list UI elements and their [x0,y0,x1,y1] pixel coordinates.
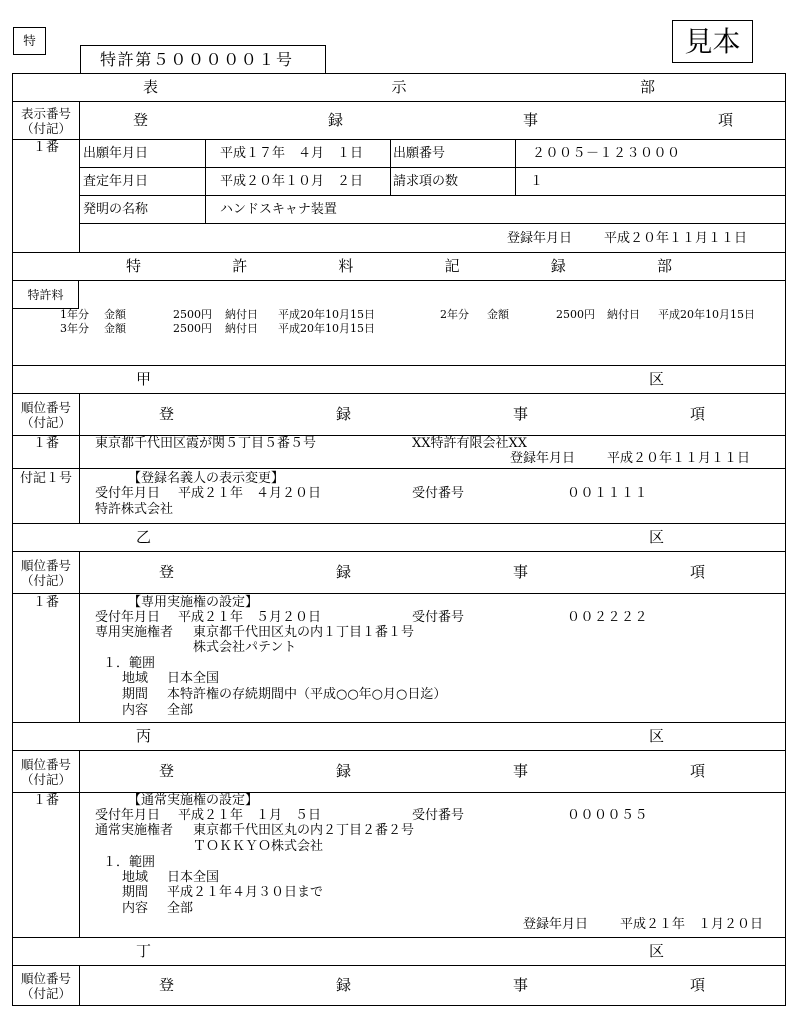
column-header-line: （付記） [20,985,71,1001]
column-header-line: （付記） [20,414,71,430]
registered-matters-column-header [79,551,786,594]
licensee-name: ＴＯＫＫＹＯ株式会社 [193,839,324,854]
decision-date: 平成２０年１０月 ２日 [220,174,364,189]
fee-amount-label: 金額 [104,308,126,321]
filing-date: 平成１７年 ４月 １日 [220,146,364,161]
invention-title: ハンドスキャナ装置 [220,202,337,217]
title-char: 項 [690,405,706,423]
holder-name: 特許株式会社 [95,502,174,517]
kou-entry-2-body [79,468,786,524]
title-char: 事 [513,405,529,423]
title-char: 項 [690,563,706,581]
title-char: 事 [513,762,529,780]
display-section-header [12,73,786,102]
kou-section-header [12,365,786,394]
title-char: 登 [159,762,175,780]
otsu-section-title [136,524,664,551]
entry-number: １番 [32,140,59,155]
column-header-line: （付記） [20,771,71,787]
title-char: 録 [336,563,352,581]
title-char: 録 [336,405,352,423]
filing-date-label: 出願年月日 [83,146,149,161]
document-type-box [13,27,46,55]
receipt-number-label: 受付番号 [412,808,465,823]
title-char: 記 [444,257,460,275]
entry-heading: 【専用実施権の設定】 [128,595,259,610]
receipt-number: ００００５５ [567,808,649,823]
title-char: 項 [718,111,734,129]
title-char: 示 [391,78,407,96]
sample-stamp [672,20,753,63]
licensee-label: 専用実施権者 [95,625,174,640]
registration-date-label: 登録年月日 [510,451,576,466]
hei-entry-1-number-cell [12,792,80,938]
region-label: 地域 [122,671,149,686]
kou-entry-1-number-cell [12,435,80,469]
scope-label: １．範囲 [103,855,156,870]
fee-amount: 2500円 [173,322,212,335]
title-char: 丙 [136,727,152,745]
title-char: 事 [513,976,529,994]
column-header-line: 表示番号 [20,105,71,121]
title-char: 登 [133,111,149,129]
registered-matters-title [159,394,705,435]
title-char: 特 [126,257,142,275]
content-label: 内容 [122,901,149,916]
column-header-line: 順位番号 [20,399,71,415]
title-char: 録 [328,111,344,129]
title-char: 登 [159,405,175,423]
decision-date-label: 査定年月日 [83,174,149,189]
otsu-entry-1-number-cell [12,593,80,723]
entry-number: １番 [32,436,59,451]
receipt-date-label: 受付年月日 [95,486,161,501]
entry-heading: 【通常実施権の設定】 [128,793,259,808]
receipt-number-label: 受付番号 [412,610,465,625]
holder-address: 東京都千代田区霞が関５丁目５番５号 [95,436,317,451]
receipt-number-label: 受付番号 [412,486,465,501]
otsu-entry-1-body [79,593,786,723]
scope-label: １．範囲 [103,656,156,671]
receipt-date: 平成２１年 ４月２０日 [178,486,322,501]
claims-count: １ [530,174,544,189]
fee-date: 平成20年10月15日 [658,308,755,321]
patent-number: 特許第５０００００１号 [100,49,294,69]
entry-number: 付記１号 [19,471,72,486]
decision-date-cell [205,167,391,196]
registered-matters-title [159,966,705,1005]
claims-count-label-cell [390,167,516,196]
invention-title-label: 発明の名称 [83,202,149,217]
rank-number-column-header [12,393,80,436]
fee-year: 1年分 [60,308,89,321]
kou-section-title [136,366,664,393]
claims-count-label: 請求項の数 [393,174,459,189]
rank-number-column-header [12,750,80,793]
title-char: 事 [523,111,539,129]
title-char: 区 [649,528,665,546]
registration-date: 平成２０年１１月１１日 [607,451,751,466]
content-value: 全部 [167,901,194,916]
licensee-address: 東京都千代田区丸の内１丁目１番１号 [193,625,415,640]
title-char: 許 [232,257,248,275]
content-label: 内容 [122,703,149,718]
receipt-date-label: 受付年月日 [95,610,161,625]
rank-number-column-header [12,965,80,1006]
title-char: 乙 [136,528,152,546]
fee-amount: 2500円 [173,308,212,321]
title-char: 表 [143,78,159,96]
registration-date-label: 登録年月日 [507,231,573,246]
registered-matters-column-header [79,393,786,436]
hei-section-title [136,723,664,750]
fee-label-box [12,280,79,309]
title-char: 録 [550,257,566,275]
title-char: 登 [159,563,175,581]
title-char: 甲 [136,370,152,388]
filing-date-cell [205,139,391,168]
fee-section-title [126,253,672,280]
receipt-date: 平成２１年 １月 ５日 [178,808,322,823]
rank-number-column-header [12,551,80,594]
display-number-column-header [12,101,80,140]
receipt-number: ００２２２２ [567,610,649,625]
licensee-label: 通常実施権者 [95,823,174,838]
region-value: 日本全国 [167,870,220,885]
title-char: 項 [690,762,706,780]
registration-date-label: 登録年月日 [523,917,589,932]
application-number: ２００５－１２３０００ [532,146,681,161]
period-label: 期間 [122,687,149,702]
title-char: 丁 [136,942,152,960]
hei-entry-1-body [79,792,786,938]
entry-heading: 【登録名義人の表示変更】 [128,471,285,486]
otsu-section-header [12,523,786,552]
title-char: 録 [336,976,352,994]
fee-amount-label: 金額 [487,308,509,321]
display-section-title [143,74,655,101]
fee-section-body [12,280,786,366]
registered-matters-column-header [79,101,786,140]
tei-section-title [136,938,664,965]
title-char: 区 [649,942,665,960]
fee-section-header [12,252,786,281]
kou-entry-2-number-cell [12,468,80,524]
receipt-date: 平成２１年 ５月２０日 [178,610,322,625]
application-number-label-cell [390,139,516,168]
title-char: 録 [336,762,352,780]
period-label: 期間 [122,885,149,900]
fee-amount-label: 金額 [104,322,126,335]
application-number-label: 出願番号 [393,146,446,161]
holder-name: XX特許有限会社XX [412,436,528,451]
registered-matters-title [133,102,733,139]
fee-label: 特許料 [27,287,64,302]
entry-number: １番 [32,793,59,808]
receipt-date-label: 受付年月日 [95,808,161,823]
title-char: 部 [656,257,672,275]
title-char: 料 [338,257,354,275]
registration-date: 平成２１年 １月２０日 [620,917,764,932]
licensee-name: 株式会社パテント [193,640,297,655]
title-char: 区 [649,370,665,388]
title-char: 区 [649,727,665,745]
title-char: 登 [159,976,175,994]
invention-title-cell [205,195,786,224]
region-value: 日本全国 [167,671,220,686]
tei-section-header [12,937,786,966]
hei-section-header [12,722,786,751]
decision-date-label-cell [79,167,206,196]
fee-date: 平成20年10月15日 [278,322,375,335]
fee-year: 2年分 [440,308,469,321]
column-header-line: 順位番号 [20,756,71,772]
fee-date: 平成20年10月15日 [278,308,375,321]
claims-count-cell [515,167,786,196]
registered-matters-column-header [79,965,786,1006]
registered-matters-title [159,751,705,792]
application-number-cell [515,139,786,168]
fee-year: 3年分 [60,322,89,335]
period-value: 平成２１年４月３０日まで [167,885,324,900]
licensee-address: 東京都千代田区丸の内２丁目２番２号 [193,823,415,838]
fee-date-label: 納付日 [225,308,258,321]
patent-number-box [80,45,326,74]
fee-amount: 2500円 [556,308,595,321]
title-char: 項 [690,976,706,994]
document-type-mark: 特 [23,33,36,48]
display-registration-date-row [79,223,786,253]
registered-matters-column-header [79,750,786,793]
registration-date: 平成２０年１１月１１日 [604,231,748,246]
receipt-number: ００１１１１ [567,486,649,501]
invention-title-label-cell [79,195,206,224]
entry-number: １番 [32,595,59,610]
column-header-line: 順位番号 [20,970,71,986]
fee-date-label: 納付日 [607,308,640,321]
column-header-line: （付記） [20,572,71,588]
title-char: 部 [640,78,656,96]
period-value: 本特許権の存続期間中（平成○○年○月○日迄） [167,687,447,702]
column-header-line: 順位番号 [20,557,71,573]
title-char: 事 [513,563,529,581]
filing-date-label-cell [79,139,206,168]
kou-entry-1-body [79,435,786,469]
column-header-line: （付記） [20,120,71,136]
registered-matters-title [159,552,705,593]
fee-date-label: 納付日 [225,322,258,335]
region-label: 地域 [122,870,149,885]
content-value: 全部 [167,703,194,718]
display-entry-number-cell [12,139,80,253]
sample-stamp-text: 見本 [684,24,741,58]
